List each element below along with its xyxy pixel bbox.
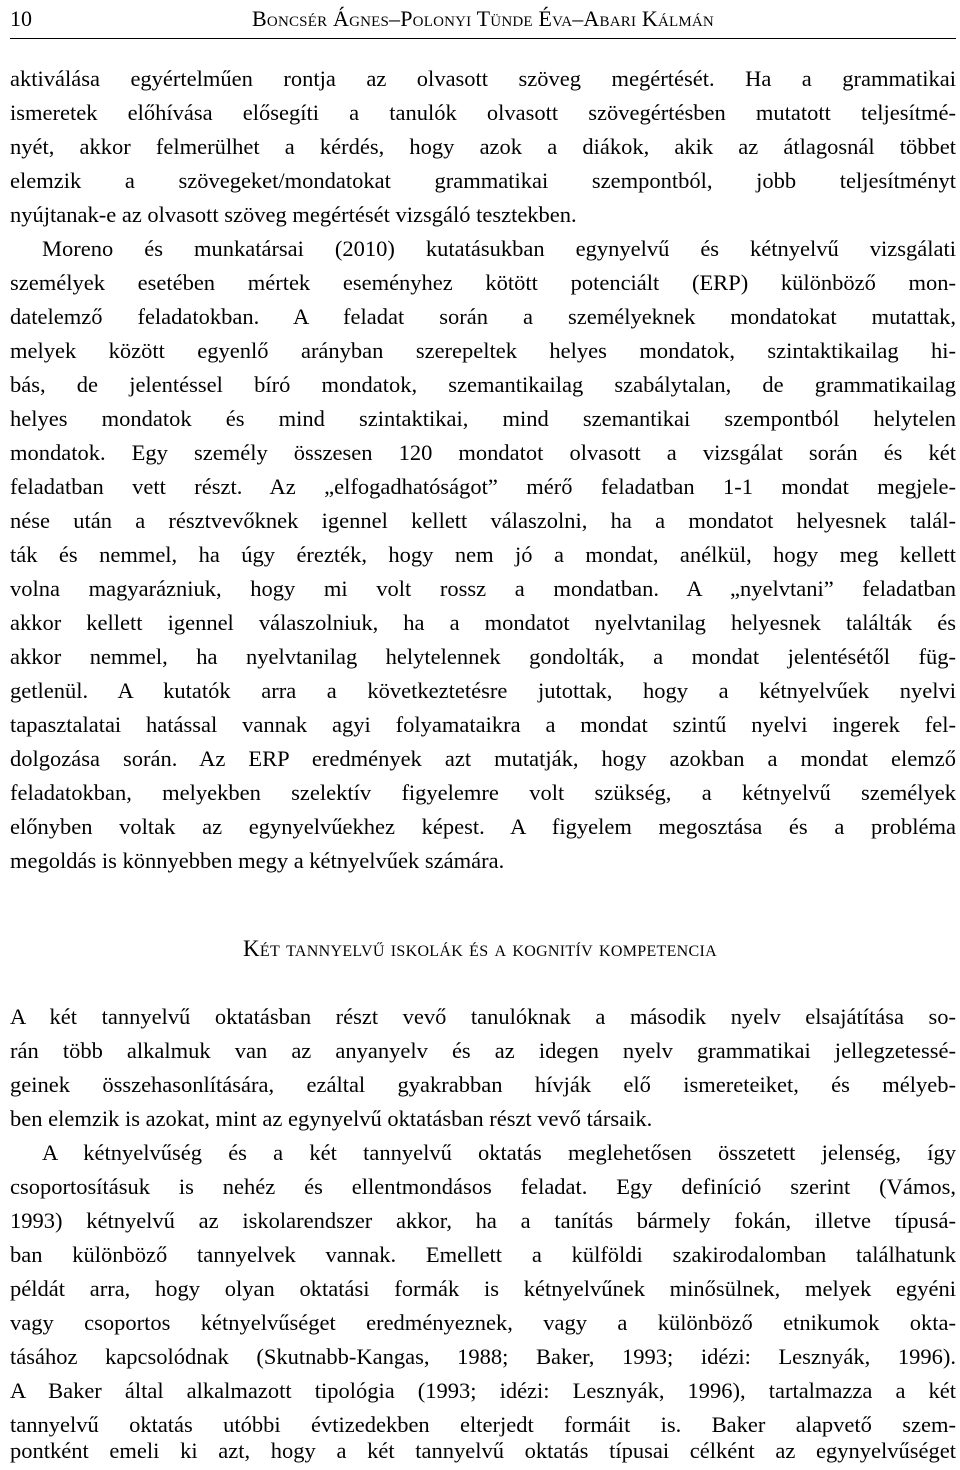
- text-line: getlenül. A kutatók arra a következtetésre jutottak, hogy a kétnyelvűek nyelvi: [10, 678, 956, 703]
- text-line: aktiválása egyértelműen rontja az olvasott szöveg megértését. Ha a grammatikai: [10, 66, 956, 91]
- text-line: geinek összehasonlítására, ezáltal gyakrabban hívják elő ismereteiket, és mélyeb-: [10, 1072, 956, 1097]
- text-line: bás, de jelentéssel bíró mondatok, szemantikailag szabálytalan, de grammatikailag: [10, 372, 956, 397]
- text-line: akkor kellett igennel válaszolniuk, ha a mondatot nyelvtanilag helyesnek találták és: [10, 610, 956, 635]
- text-line: A két tannyelvű oktatásban részt vevő tanulóknak a második nyelv elsajátítása so-: [10, 1004, 956, 1029]
- text-line: 1993) kétnyelvű az iskolarendszer akkor, ha a tanítás bármely fokán, illetve típusá-: [10, 1208, 956, 1233]
- text-line: nyét, akkor felmerülhet a kérdés, hogy azok a diákok, akik az átlagosnál többet: [10, 134, 956, 159]
- text-line: volna magyarázniuk, hogy mi volt rossz a mondatban. A „nyelvtani” feladatban: [10, 576, 956, 601]
- text-line: Moreno és munkatársai (2010) kutatásukban egynyelvű és kétnyelvű vizsgálati: [42, 236, 956, 261]
- text-line: datelemző feladatokban. A feladat során a személyeknek mondatokat mutattak,: [10, 304, 956, 329]
- text-line: vagy csoportos kétnyelvűséget eredményeznek, vagy a különböző etnikumok okta-: [10, 1310, 956, 1335]
- text-line: személyek esetében mértek eseményhez kötött potenciált (ERP) különböző mon-: [10, 270, 956, 295]
- text-line: dolgozása során. Az ERP eredmények azt mutatják, hogy azokban a mondat elemző: [10, 746, 956, 771]
- text-line: ban különböző tannyelvek vannak. Emellett a külföldi szakirodalomban találhatunk: [10, 1242, 956, 1267]
- page-number: 10: [10, 6, 32, 31]
- text-line: nése után a résztvevőknek igennel kellett válaszolni, ha a mondatot helyesnek talál-: [10, 508, 956, 533]
- text-line: rán több alkalmuk van az anyanyelv és az idegen nyelv grammatikai jellegzetessé-: [10, 1038, 956, 1063]
- text-line: megoldás is könnyebben megy a kétnyelvűek számára.: [10, 848, 505, 873]
- text-line: A kétnyelvűség és a két tannyelvű oktatás meglehetősen összetett jelenség, így: [42, 1140, 956, 1165]
- text-line: melyek között egyenlő arányban szerepeltek helyes mondatok, szintaktikailag hi-: [10, 338, 956, 363]
- text-line: ták és nemmel, ha úgy érezték, hogy nem jó a mondat, anélkül, hogy meg kellett: [10, 542, 956, 567]
- text-line: előnyben voltak az egynyelvűekhez képest. A figyelem megosztása és a probléma: [10, 814, 956, 839]
- text-line: nyújtanak-e az olvasott szöveg megértését vizsgáló tesztekben.: [10, 202, 577, 227]
- text-line: pontként emeli ki azt, hogy a két tannyelvű oktatás típusai célként az egynyelvűséget: [10, 1438, 956, 1463]
- text-line: feladatokban, melyekben szelektív figyelemre volt szükség, a kétnyelvű személyek: [10, 780, 956, 805]
- text-line: csoportosításuk is nehéz és ellentmondásos feladat. Egy definíció szerint (Vámos,: [10, 1174, 956, 1199]
- text-line: helyes mondatok és mind szintaktikai, mind szemantikai szempontból helytelen: [10, 406, 956, 431]
- text-line: ismeretek előhívása elősegíti a tanulók olvasott szövegértésben mutatott teljesítmé-: [10, 100, 956, 125]
- text-line: A Baker által alkalmazott tipológia (1993; idézi: Lesznyák, 1996), tartalmazza a két: [10, 1378, 956, 1403]
- text-line: elemzik a szövegeket/mondatokat grammatikai szempontból, jobb teljesítményt: [10, 168, 956, 193]
- text-line: tannyelvű oktatás utóbbi évtizedekben elterjedt formáit is. Baker alapvető szem-: [10, 1412, 956, 1437]
- text-line: ben elemzik is azokat, mint az egynyelvű oktatásban részt vevő társaik.: [10, 1106, 653, 1131]
- running-head-authors: Boncsér Ágnes–Polonyi Tünde Éva–Abari Kálmán: [252, 6, 714, 31]
- text-line: példát arra, hogy olyan oktatási formák is kétnyelvűnek minősülnek, melyek egyéni: [10, 1276, 956, 1301]
- running-header: [10, 4, 956, 39]
- text-line: tásához kapcsolódnak (Skutnabb-Kangas, 1988; Baker, 1993; idézi: Lesznyák, 1996).: [10, 1344, 956, 1369]
- section-heading: Két tannyelvű iskolák és a kognitív kompetencia: [243, 936, 717, 961]
- text-line: mondatok. Egy személy összesen 120 mondatot olvasott a vizsgálat során és két: [10, 440, 956, 465]
- text-line: tapasztalatai hatással vannak agyi folyamataikra a mondat szintű nyelvi ingerek fel-: [10, 712, 956, 737]
- text-line: akkor nemmel, ha nyelvtanilag helytelennek gondolták, a mondat jelentésétől füg-: [10, 644, 956, 669]
- text-line: feladatban vett részt. Az „elfogadhatóságot” mérő feladatban 1-1 mondat megjele-: [10, 474, 956, 499]
